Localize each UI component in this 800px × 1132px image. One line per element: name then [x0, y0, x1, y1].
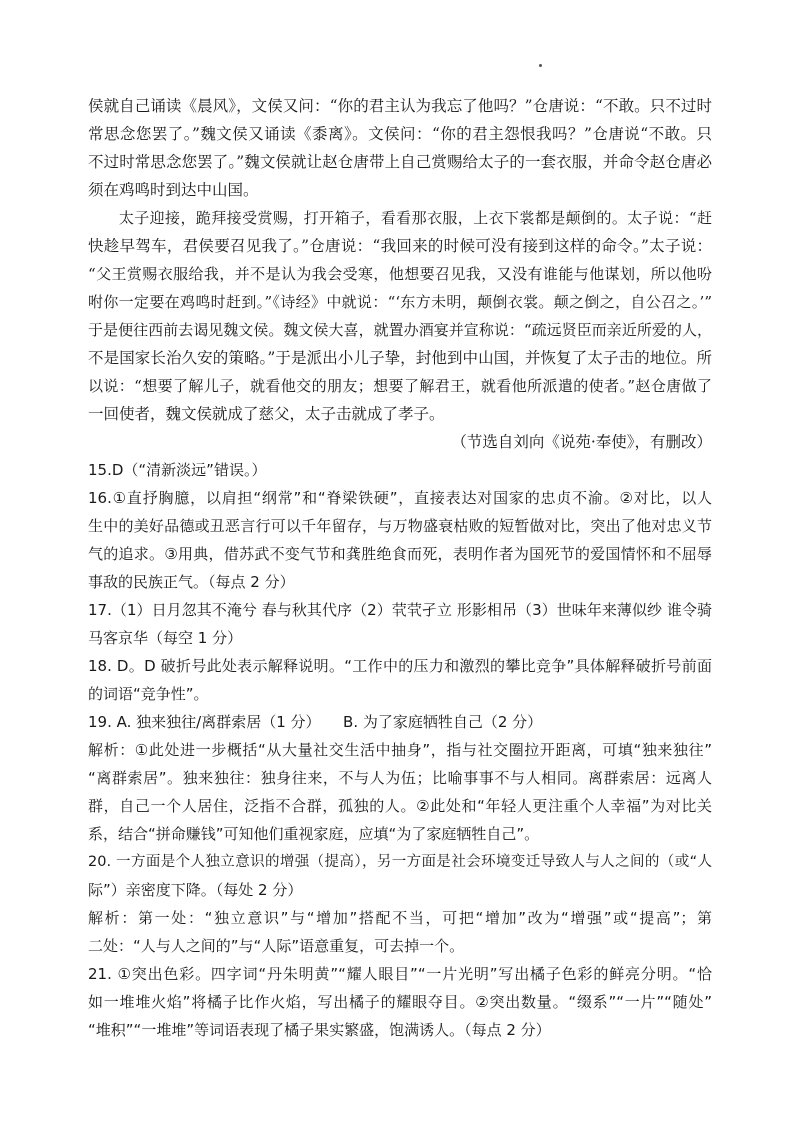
answer-20-analysis: 解析：第一处：“独立意识”与“增加”搭配不当，可把“增加”改为“增强”或“提高”；第: [88, 909, 712, 927]
answer-19-analysis: 系，结合“拼命赚钱”可知他们重视家庭，应填“为了家庭牺牲自己”。: [88, 825, 540, 843]
passage-line: 咐你一定要在鸡鸣时赶到。”《诗经》中就说：“‘东方未明，颠倒衣裳。颠之倒之，自公召之。’”: [88, 293, 712, 311]
passage-line: 不过时常思念您罢了。”魏文侯就让赵仓唐带上自己赏赐给太子的一套衣服，并命令赵仓唐必: [88, 153, 712, 171]
passage-line: 以说：“想要了解儿子，就看他交的朋友；想要了解君王，就看他所派遣的使者。”赵仓唐做了: [88, 377, 712, 395]
answer-18: 18. D。D 破折号此处表示解释说明。“工作中的压力和激烈的攀比竞争”具体解释破折号前面: [88, 657, 712, 675]
answer-20-analysis: 二处：“人与人之间的”与“人际”语意重复，可去掉一个。: [88, 937, 465, 955]
answer-19-analysis: 解析：①此处进一步概括“从大量社交生活中抽身”，指与社交圈拉开距离，可填“独来独往”: [88, 741, 712, 759]
answer-16: 事敌的民族正气。（每点 2 分）: [88, 573, 295, 591]
passage-line: “父王赏赐衣服给我，并不是认为我会受寒，他想要召见我，又没有谁能与他谋划，所以他吩: [88, 265, 712, 283]
passage-line: 侯就自己诵读《晨风》，文侯又问：“你的君主认为我忘了他吗？”仓唐说：“不敢。只不过时: [88, 97, 712, 115]
answer-17: 马客京华（每空 1 分）: [88, 629, 243, 647]
passage-line: 一回使者，魏文侯就成了慈父，太子击就成了孝子。: [88, 405, 445, 423]
passage-line: 快趁早驾车，君侯要召见我了。”仓唐说：“我回来的时候可没有接到这样的命令。”太子说：: [88, 237, 712, 255]
answer-21: 21. ①突出色彩。四字词“丹朱明黄”“耀人眼目”“一片光明”写出橘子色彩的鲜亮分明。“恰: [88, 965, 712, 983]
answer-18: 的词语“竞争性”。: [88, 685, 209, 703]
passage-line: 太子迎接，跪拜接受赏赐，打开箱子，看看那衣服，上衣下裳都是颠倒的。太子说：“赶: [88, 209, 712, 227]
passage-line: 须在鸡鸣时到达中山国。: [88, 181, 259, 199]
passage-source: （节选自刘向《说苑·奉使》，有删改）: [451, 433, 712, 451]
answer-21: 如一堆堆火焰”将橘子比作火焰，写出橘子的耀眼夺目。②突出数量。“缀系”“一片”“随处”: [88, 993, 712, 1011]
answer-20: 际”）亲密度下降。（每处 2 分）: [88, 881, 303, 899]
answer-19-analysis: “离群索居”。独来独往：独身往来，不与人为伍；比喻事事不与人相同。离群索居：远离人: [88, 769, 712, 787]
answer-20: 20. 一方面是个人独立意识的增强（提高），另一方面是社会环境变迁导致人与人之间的（或“人: [88, 854, 712, 870]
answer-15: 15.D（“清新淡远”错误。）: [88, 461, 267, 479]
answer-19-analysis: 群，自己一个人居住，泛指不合群，孤独的人。②此处和“年轻人更注重个人幸福”为对比关: [88, 797, 712, 815]
answer-19: 19. A. 独来独往/离群索居（1 分） B. 为了家庭牺牲自己（2 分）: [88, 713, 543, 731]
answer-16: 气的追求。③用典，借苏武不变气节和龚胜绝食而死，表明作者为国死节的爱国情怀和不屈辱: [88, 545, 712, 563]
passage-line: 不是国家长治久安的策略。”于是派出小儿子挚，封他到中山国，并恢复了太子击的地位。所: [88, 349, 712, 367]
answer-16: 16.①直抒胸臆，以肩担“纲常”和“脊梁铁硬”，直接表达对国家的忠贞不渝。②对比，以人: [88, 489, 712, 507]
answer-21: “堆积”“一堆堆”等词语表现了橘子果实繁盛，饱满诱人。（每点 2 分）: [88, 1021, 551, 1039]
passage-line: 于是便往西前去谒见魏文侯。魏文侯大喜，就置办酒宴并宣称说：“疏远贤臣而亲近所爱的人，: [88, 321, 712, 339]
answer-16: 生中的美好品德或丑恶言行可以千年留存，与万物盛衰枯败的短暂做对比，突出了他对忠义节: [88, 517, 712, 535]
scan-speck: [539, 64, 542, 67]
passage-line: 常思念您罢了。”魏文侯又诵读《黍离》。文侯问：“你的君主怨恨我吗？”仓唐说“不敢。只: [88, 125, 712, 143]
answer-17: 17.（1）日月忽其不淹兮 春与秋其代序（2）茕茕孑立 形影相吊（3）世味年来薄似纱 谁令骑: [88, 601, 712, 619]
